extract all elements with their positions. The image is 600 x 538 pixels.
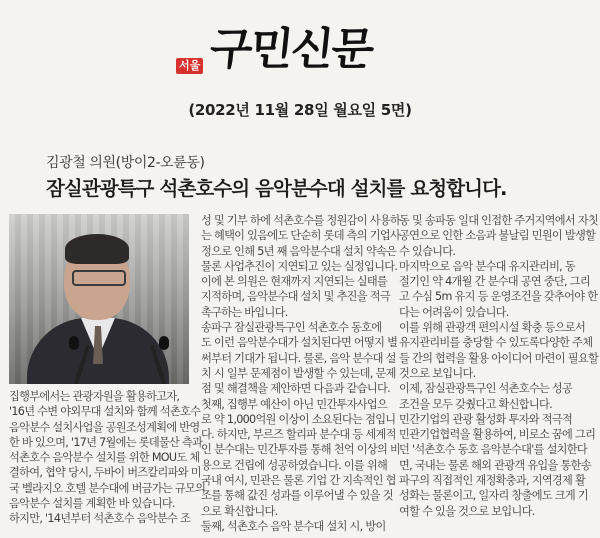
publication-date: (2022년 11월 28일 월요일 5면) bbox=[188, 101, 412, 119]
author-byline: 김광철 의원(방이2-오륜동) bbox=[46, 155, 205, 171]
microphone-left-head-icon bbox=[69, 336, 79, 350]
article-line: 첫째, 집행부 예산이 아닌 민간투자사업으 bbox=[201, 397, 388, 411]
article-line: '16년 수변 야외무대 설치와 함께 석촌호수 bbox=[9, 405, 201, 419]
article-line: 이에 본 의원은 현재까지 지연되는 실태를 bbox=[201, 275, 388, 289]
article-line: 집행부에서는 관광자원을 활용하고자, bbox=[9, 390, 180, 403]
article-line: 도 이런 음악분수대가 설치된다면 어떻지 별 bbox=[201, 336, 398, 350]
article-line: 면, 국내는 물론 해외 관광객 유입을 통한송 bbox=[399, 458, 591, 472]
article-line: 으로 확신합니다. bbox=[201, 504, 278, 518]
article-line: 인 분수대는 민간투자를 통해 천억 이상의 비 bbox=[201, 443, 401, 457]
article-line: 조를 통해 값진 성과를 이루어낼 수 있을 것 bbox=[201, 489, 393, 503]
region-badge: 서울 bbox=[176, 58, 203, 74]
article-line: 성 및 기부 하에 석촌호수를 정원감이 사용하 bbox=[201, 214, 401, 227]
article-line: 절기인 약 4개월 간 분수대 공연 중단, 그리 bbox=[399, 275, 590, 289]
article-line: 수 있습니다. bbox=[399, 244, 456, 258]
article-line: 이를 위해 관광객 편의시설 확충 등으로서 bbox=[399, 321, 586, 335]
article-line: 써부터 기대가 됩니다. 물론, 음악 분수대 설 bbox=[201, 351, 396, 365]
article-line: 민관기업협력을 활용하여, 비로소 꿈에 그리 bbox=[399, 428, 596, 442]
article-line: 던 '석촌호수 동호 음악분수대'를 설치한다 bbox=[399, 443, 587, 457]
article-line: 국내 여시, 민관은 물론 기업 간 지속적인 협 bbox=[201, 474, 396, 488]
article-line: 여할 수 있을 것으로 보입니다. bbox=[399, 504, 535, 518]
article-line: 국 벨라지오 호텔 분수대에 버금가는 규모의 bbox=[9, 481, 206, 495]
article-column-3 bbox=[399, 213, 599, 519]
article-line: 지적하며, 음악분수대 설치 및 추진을 적극 bbox=[201, 290, 390, 304]
article-line: 촉구하는 바입니다. bbox=[201, 305, 288, 319]
article-line: 동 및 송파동 일대 인접한 주거지역에서 자칫 bbox=[399, 214, 599, 227]
microphone-right-head-icon bbox=[159, 336, 169, 350]
article-line: 용으로 건립에 성공하였습니다. 이를 위해 bbox=[201, 458, 388, 472]
article-line: 한 바 있으며, '17년 7월에는 롯데물산 측과 bbox=[9, 435, 203, 449]
article-line: 공연으로 인한 소음과 불날림 민원이 발생할 bbox=[399, 229, 596, 243]
article-line: 마지막으로 음악 분수대 유지관리비, 동 bbox=[399, 259, 575, 273]
article-line: 파구의 직접적인 재정확충과, 지역경제 활 bbox=[399, 474, 586, 488]
article-line: 는 혜택이 있음에도 단순히 롯데 측의 기업사 bbox=[201, 229, 401, 243]
article-line: 로 약 1,000억원 이상이 소요된다는 점입니 bbox=[201, 412, 396, 426]
article-line: 고 수심 5m 유지 등 운영조건을 갖추어야 한 bbox=[399, 290, 598, 304]
article-column-1 bbox=[9, 389, 206, 527]
article-line: 이제, 잠실관광특구인 석촌호수는 성공 bbox=[399, 382, 573, 396]
article-line: 민간기업의 관광 활성화 투자와 적극적 bbox=[399, 412, 573, 426]
article-line: 유지관리비를 충당할 수 있도록다양한 주체 bbox=[399, 336, 593, 350]
article-line: 점 및 해결책을 제안하면 다음과 같습니다. bbox=[201, 382, 390, 396]
article-line: 송파구 잠실관광특구인 석촌호수 동호에 bbox=[201, 321, 382, 335]
article-line: 성화는 물론이고, 일자리 창출에도 크게 기 bbox=[399, 489, 588, 503]
article-line: 다는 어려움이 있습니다. bbox=[399, 305, 509, 319]
article-column-2 bbox=[201, 213, 401, 534]
article-line: 물론 사업추진이 지연되고 있는 실정입니다. bbox=[201, 259, 398, 273]
portrait-photo bbox=[9, 214, 189, 384]
article-line: 치 시 일부 문제점이 발생할 수 있는데, 문제 bbox=[201, 366, 396, 380]
newspaper-logo: 구민신문 bbox=[207, 24, 375, 75]
photo-glasses bbox=[72, 270, 126, 286]
article-line: 하지만, '14년부터 석촌호수 음악분수 조 bbox=[9, 512, 191, 526]
article-line: 정으로 인해 5년 째 음악분수대 설치 약속은 bbox=[201, 244, 397, 258]
article-line: 조건을 모두 갖췄다고 확신합니다. bbox=[399, 397, 552, 411]
article-line: 둘째, 석촌호수 음악 분수대 설치 시, 방이 bbox=[201, 519, 386, 533]
photo-hair bbox=[65, 234, 129, 264]
article-line: 석촌호수 음악분수 설치를 위한 MOU도 체 bbox=[9, 451, 200, 465]
article-line: 음악분수 설치를 계획한 바 있습니다. bbox=[9, 497, 175, 511]
article-headline: 잠실관광특구 석촌호수의 음악분수대 설치를 요청합니다. bbox=[46, 177, 507, 200]
masthead bbox=[0, 14, 600, 76]
article-line: 것으로 보입니다. bbox=[399, 366, 476, 380]
article-line: 결하여, 협약 당시, 두바이 버즈칼리파와 미 bbox=[9, 466, 201, 480]
article-line: 다. 하지만, 부르즈 할리파 분수대 등 세계적 bbox=[201, 428, 396, 442]
article-line: 음악분수 설치사업을 공원조성계획에 반영 bbox=[9, 420, 200, 434]
article-line: 들 간의 협력을 활용 아이디어 마련이 필요할 bbox=[399, 351, 599, 365]
